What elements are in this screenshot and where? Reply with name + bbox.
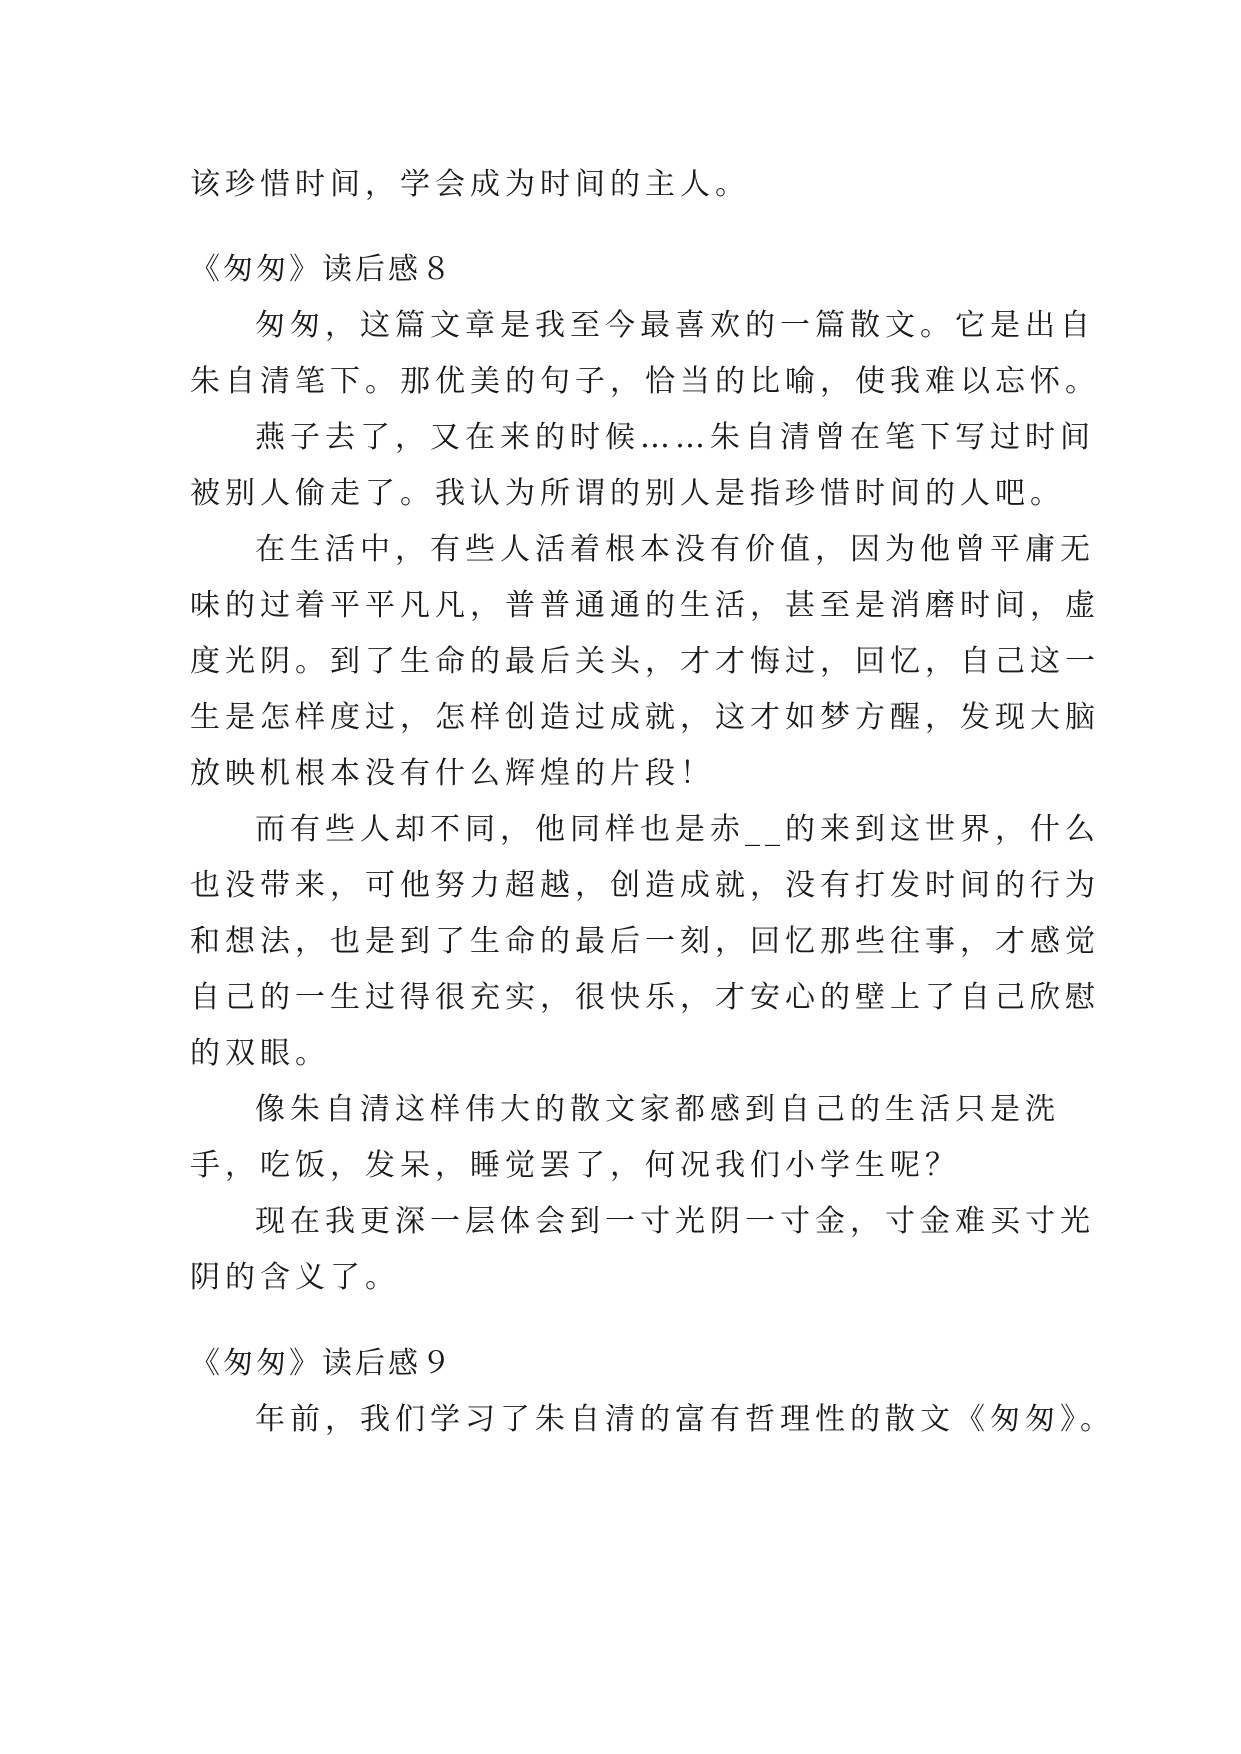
paragraph-line: 度光阴。到了生命的最后关头，才才悔过，回忆，自己这一 — [190, 644, 1100, 679]
paragraph-line: 现在我更深一层体会到一寸光阴一寸金，寸金难买寸光 — [255, 1204, 1095, 1239]
paragraph-line: 被别人偷走了。我认为所谓的别人是指珍惜时间的人吧。 — [190, 476, 1065, 511]
paragraph-line: 该珍惜时间，学会成为时间的主人。 — [190, 167, 750, 202]
paragraph-line: 匆匆，这篇文章是我至今最喜欢的一篇散文。它是出自 — [255, 308, 1095, 343]
paragraph-line: 而有些人却不同，他同样也是赤__的来到这世界，什么 — [255, 812, 1100, 847]
paragraph-line: 朱自清笔下。那优美的句子，恰当的比喻，使我难以忘怀。 — [190, 364, 1100, 399]
paragraph-line: 味的过着平平凡凡，普普通通的生活，甚至是消磨时间，虚 — [190, 588, 1100, 623]
paragraph-line: 年前，我们学习了朱自清的富有哲理性的散文《匆匆》。 — [255, 1402, 1115, 1437]
section-heading-8: 《匆匆》读后感８ — [190, 252, 454, 287]
paragraph-line: 的双眼。 — [190, 1036, 330, 1071]
paragraph-line: 在生活中，有些人活着根本没有价值，因为他曾平庸无 — [255, 532, 1095, 567]
paragraph-line: 燕子去了，又在来的时候……朱自清曾在笔下写过时间 — [255, 420, 1095, 455]
paragraph-line: 和想法，也是到了生命的最后一刻，回忆那些往事，才感觉 — [190, 924, 1100, 959]
paragraph-line: 阴的含义了。 — [190, 1260, 400, 1295]
section-heading-9: 《匆匆》读后感９ — [190, 1346, 454, 1381]
paragraph-line: 手，吃饭，发呆，睡觉罢了，何况我们小学生呢？ — [190, 1148, 960, 1183]
paragraph-line: 放映机根本没有什么辉煌的片段！ — [190, 756, 715, 791]
paragraph-line: 生是怎样度过，怎样创造过成就，这才如梦方醒，发现大脑 — [190, 700, 1100, 735]
paragraph-line: 像朱自清这样伟大的散文家都感到自己的生活只是洗 — [255, 1092, 1060, 1127]
paragraph-line: 也没带来，可他努力超越，创造成就，没有打发时间的行为 — [190, 868, 1100, 903]
paragraph-line: 自己的一生过得很充实，很快乐，才安心的壁上了自己欣慰 — [190, 980, 1100, 1015]
